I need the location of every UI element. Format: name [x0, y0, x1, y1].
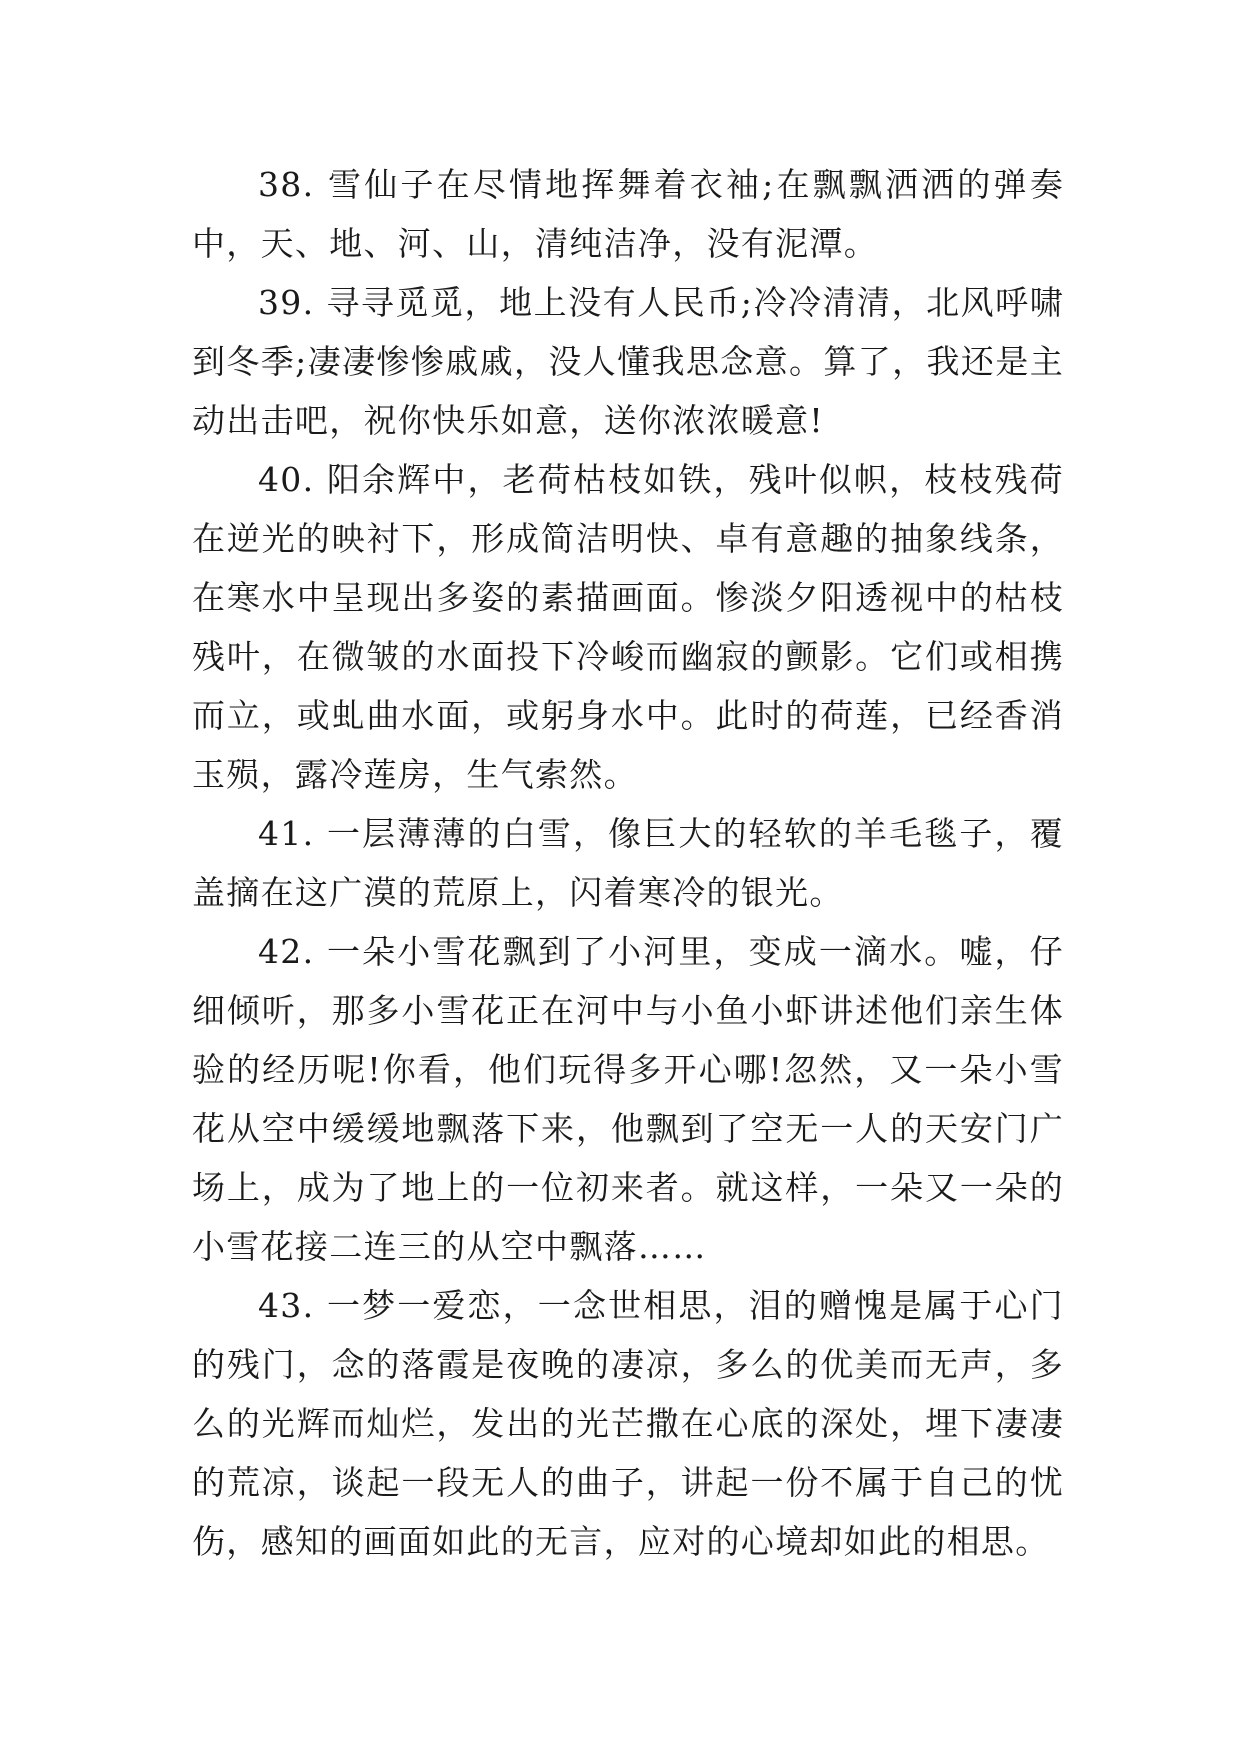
paragraph-40: 40. 阳余辉中，老荷枯枝如铁，残叶似帜，枝枝残荷在逆光的映衬下，形成简洁明快、卓有意趣的抽象线条，在寒水中呈现出多姿的素描画面。惨淡夕阳透视中的枯枝残叶，在微皱的水面投下冷峻而幽寂的颤影。它们或相携而立，或虬曲水面，或躬身水中。此时的荷莲，已经香消玉殒，露冷莲房，生气索然。: [192, 460, 1064, 794]
paragraph-38: 38. 雪仙子在尽情地挥舞着衣袖;在飘飘洒洒的弹奏中，天、地、河、山，清纯洁净，没有泥潭。: [192, 165, 1064, 263]
paragraph-43: 43. 一梦一爱恋，一念世相思，泪的赠愧是属于心门的残门，念的落霞是夜晚的凄凉，多么的优美而无声，多么的光辉而灿烂，发出的光芒撒在心底的深处，埋下凄凄的荒凉，谈起一段无人的曲子，讲起一份不属于自己的忧伤，感知的画面如此的无言，应对的心境却如此的相思。: [192, 1286, 1064, 1561]
paragraph-41: 41. 一层薄薄的白雪，像巨大的轻软的羊毛毯子，覆盖摘在这广漠的荒原上，闪着寒冷的银光。: [192, 814, 1064, 912]
paragraph-39: 39. 寻寻觅觅，地上没有人民币;冷冷清清，北风呼啸到冬季;凄凄惨惨戚戚，没人懂我思念意。算了，我还是主动出击吧，祝你快乐如意，送你浓浓暖意!: [192, 283, 1064, 440]
paragraph-42: 42. 一朵小雪花飘到了小河里，变成一滴水。嘘，仔细倾听，那多小雪花正在河中与小鱼小虾讲述他们亲生体验的经历呢!你看，他们玩得多开心哪!忽然，又一朵小雪花从空中缓缓地飘落下来，他飘到了空无一人的天安门广场上，成为了地上的一位初来者。就这样，一朵又一朵的小雪花接二连三的从空中飘落……: [192, 932, 1064, 1266]
document-body: [192, 155, 1064, 1571]
